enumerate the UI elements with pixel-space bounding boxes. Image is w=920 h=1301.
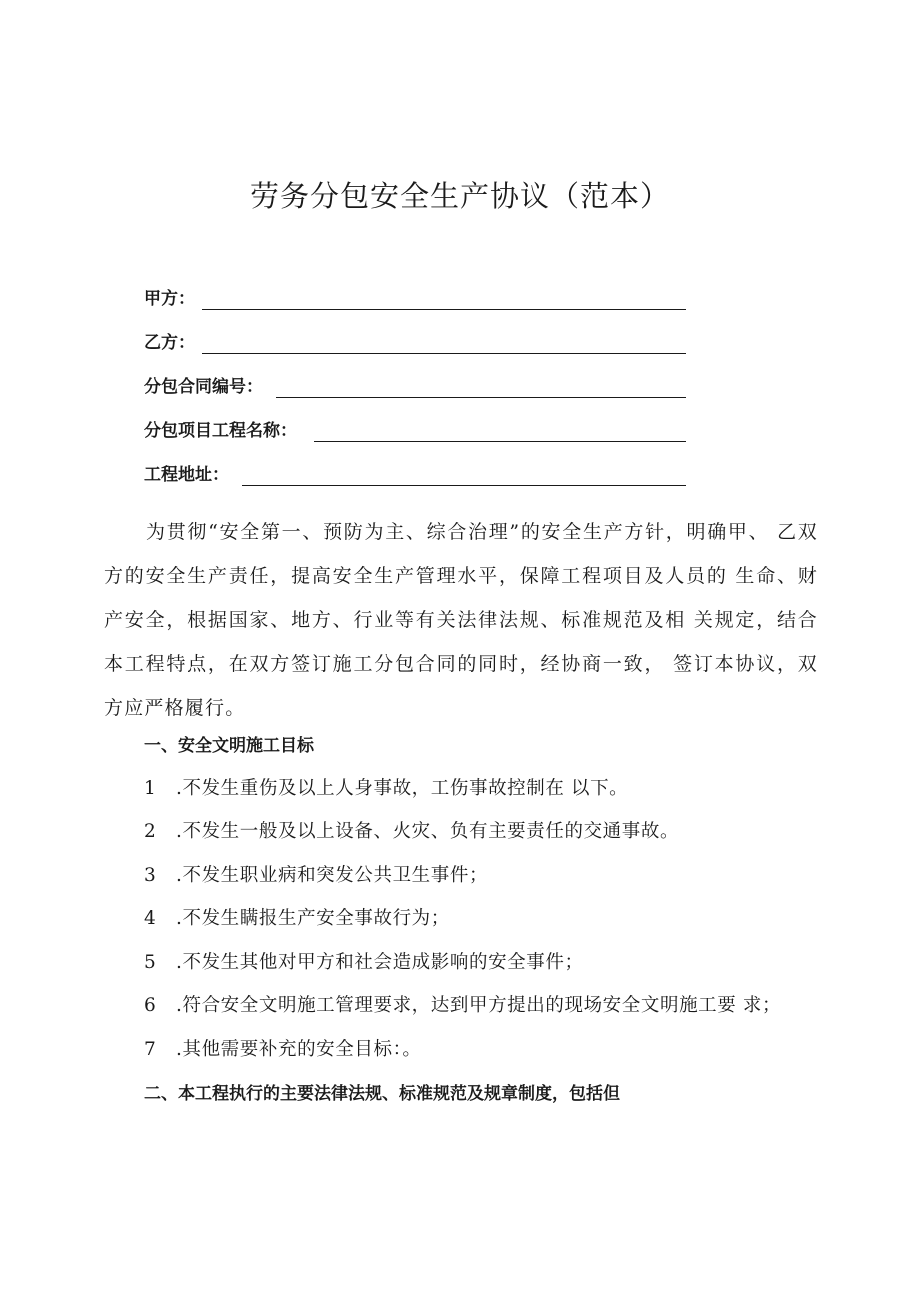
- list-item: [144, 949, 584, 977]
- item-text: .不发生瞒报生产安全事故行为；: [176, 908, 450, 929]
- item-number: 5: [144, 952, 157, 973]
- item-number: 7: [144, 1039, 157, 1060]
- item-text: .其他需要补充的安全目标：。: [176, 1039, 422, 1060]
- blank-line: [202, 353, 686, 354]
- field-project-address: [144, 462, 229, 488]
- item-number: 4: [144, 908, 157, 929]
- field-contract-number: [144, 374, 263, 400]
- blank-line: [276, 397, 686, 398]
- field-party-b: [144, 330, 195, 356]
- preamble-paragraph: 为贯彻“安全第一、预防为主、综合治理”的安全生产方针，明确甲、 乙双方的安全生产责任，提高安全生产管理水平，保障工程项目及人员的 生命、财产安全，根据国家、地方、行业等有关法律法规、标准规范及相 关规定，结合本工程特点，在双方签订施工分包合同的同时，经协商一致， 签订本协议，双方应严格履行。: [104, 521, 818, 719]
- list-item: [144, 862, 488, 890]
- item-text: .不发生其他对甲方和社会造成影响的安全事件；: [176, 952, 584, 973]
- list-item: [144, 905, 450, 933]
- field-label: 分包合同编号：: [144, 377, 263, 397]
- document-title: 劳务分包安全生产协议（范本）: [249, 179, 670, 213]
- blank-line: [242, 485, 686, 486]
- item-number: 6: [144, 995, 157, 1016]
- field-label: 分包项目工程名称：: [144, 421, 297, 441]
- blank-line: [202, 309, 686, 310]
- field-party-a: [144, 286, 195, 312]
- item-number: 1: [144, 778, 157, 799]
- item-text: .符合安全文明施工管理要求，达到甲方提出的现场安全文明施工要 求；: [176, 995, 782, 1016]
- list-item: [144, 1036, 422, 1064]
- list-item: [144, 992, 781, 1020]
- list-item: [144, 818, 679, 846]
- item-number: 2: [144, 821, 157, 842]
- item-number: 3: [144, 865, 157, 886]
- item-text: .不发生重伤及以上人身事故，工伤事故控制在 以下。: [176, 778, 629, 799]
- field-label: 工程地址：: [144, 465, 229, 485]
- blank-line: [314, 441, 686, 442]
- section-heading-2: 二、本工程执行的主要法律法规、标准规范及规章制度，包括但: [144, 1084, 620, 1104]
- item-text: .不发生职业病和突发公共卫生事件；: [176, 865, 489, 886]
- list-item: [144, 775, 628, 803]
- field-project-name: [144, 418, 297, 444]
- field-label: 乙方：: [144, 333, 195, 353]
- field-label: 甲方：: [144, 289, 195, 309]
- section-heading-1: 一、安全文明施工目标: [144, 736, 314, 756]
- item-text: .不发生一般及以上设备、火灾、负有主要责任的交通事故。: [176, 821, 680, 842]
